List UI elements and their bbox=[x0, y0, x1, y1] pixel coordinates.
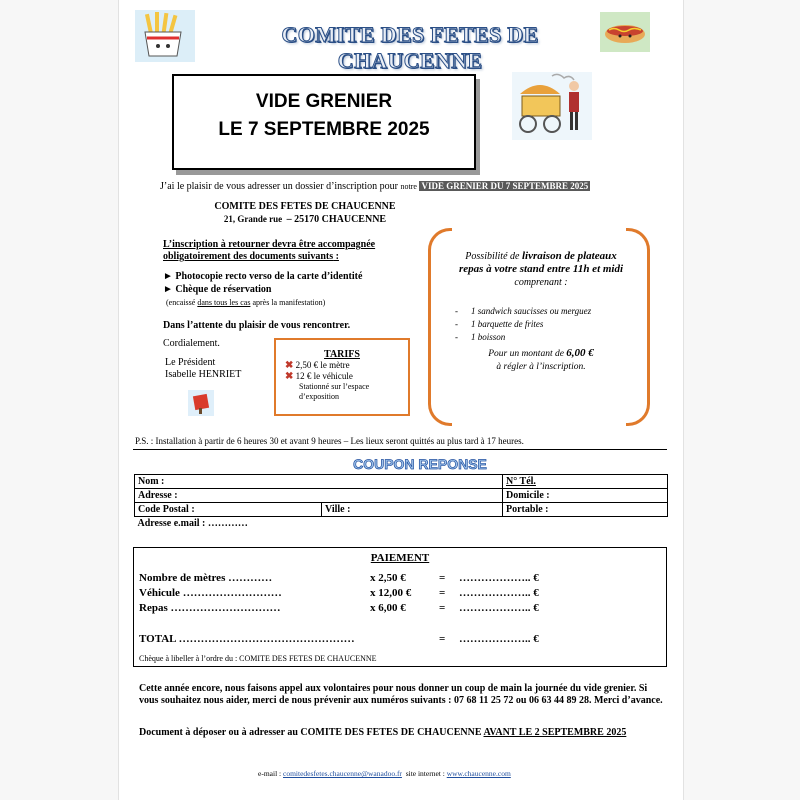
event-title-line1: VIDE GRENIER bbox=[255, 91, 393, 112]
row-vehicule-label: Véhicule ……………………… bbox=[139, 587, 282, 599]
inscription-heading: L’inscription à retourner devra être accompagnée obligatoirement des documents suivants : bbox=[163, 239, 376, 262]
coupon-table bbox=[134, 474, 668, 530]
row-total-label: TOTAL ………………………………………… bbox=[139, 633, 355, 645]
intro-text: J’ai le plaisir de vous adresser un dossier d’inscription pour notre VIDE GRENIER DU 7 SEPTEMBRE 2025 bbox=[160, 181, 589, 192]
amount-metres[interactable]: ……………….. € bbox=[459, 572, 539, 584]
event-title-line2: LE 7 SEPTEMBRE 2025 bbox=[218, 119, 430, 140]
repas-montant: Pour un montant de 6,00 € à régler à l’inscription. bbox=[488, 347, 594, 372]
cheque-note: (encaissé dans tous les cas après la manifestation) bbox=[166, 298, 326, 307]
hotdog-clipart bbox=[600, 12, 650, 52]
ps-note: P.S. : Installation à partir de 6 heures 30 et avant 9 heures – Les lieux seront quittés au plus tard à 17 heures. bbox=[135, 436, 524, 446]
intro-highlight: VIDE GRENIER DU 7 SEPTEMBRE 2025 bbox=[421, 181, 589, 191]
paiement-title: PAIEMENT bbox=[370, 552, 430, 564]
paiement-box: PAIEMENT Nombre de mètres ………… x 2,50 € = ……………….. € Véhicule ……………………… x 12,00 € = ……………….. € Repas ………………………… x 6,00 € = ……………….. € TOTAL ………………………………………… = ……………….. € Chèque à libeller à l’ordre du : COMITE DES FETES DE CHAUCENNE bbox=[133, 547, 667, 667]
list-item: - 1 sandwich saucisses ou merguez bbox=[455, 306, 592, 316]
bullet-cheque: ► Chèque de réservation bbox=[163, 284, 272, 295]
livraison-offer: Possibilité de livraison de plateaux repas à votre stand entre 11h et midi comprenant : bbox=[458, 250, 624, 288]
address-street: 21, Grande rue – 25170 CHAUCENNE bbox=[223, 214, 387, 225]
divider bbox=[133, 449, 667, 450]
field-tel[interactable]: N° Tél. bbox=[503, 475, 668, 489]
row-metres-label: Nombre de mètres ………… bbox=[139, 572, 273, 584]
amount-repas[interactable]: ……………….. € bbox=[459, 602, 539, 614]
fries-clipart bbox=[135, 10, 195, 62]
sign-clipart bbox=[188, 390, 214, 416]
food-cart-clipart bbox=[512, 72, 592, 140]
tarif-metre: ✖ 2,50 € le mètre bbox=[285, 360, 350, 371]
amount-vehicule[interactable]: ……………….. € bbox=[459, 587, 539, 599]
cross-icon: ✖ bbox=[285, 371, 294, 382]
list-item: - 1 boisson bbox=[455, 332, 506, 342]
cheque-order: Chèque à libeller à l’ordre du : COMITE DES FETES DE CHAUCENNE bbox=[139, 654, 377, 663]
field-nom[interactable]: Nom : bbox=[135, 475, 503, 489]
coupon-title: COUPON REPONSE bbox=[353, 456, 487, 472]
header-title: COMITE DES FETES DE CHAUCENNE bbox=[281, 22, 539, 73]
signature: Le Président Isabelle HENRIET bbox=[165, 357, 242, 380]
closing-line: Dans l’attente du plaisir de vous rencontrer. bbox=[163, 320, 351, 331]
deposit-instructions: Document à déposer ou à adresser au COMITE DES FETES DE CHAUCENNE AVANT LE 2 SEPTEMBRE 2025 bbox=[139, 727, 627, 738]
cordialement: Cordialement. bbox=[163, 338, 220, 349]
bullet-id-card: ► Photocopie recto verso de la carte d’identité bbox=[163, 271, 363, 282]
volunteers-call: Cette année encore, nous faisons appel aux volontaires pour nous donner un coup de main la journée du vide grenier. Si vous souhaitez nous aider, merci de nous prévenir aux numéros suivants : 07 68 11 25 72 ou 06 63 44 89 28. Merci d’avance. bbox=[139, 683, 663, 706]
field-adresse[interactable]: Adresse : bbox=[135, 489, 503, 503]
cross-icon: ✖ bbox=[285, 360, 294, 371]
tarifs-title: TARIFS bbox=[324, 349, 360, 360]
menu-list bbox=[455, 305, 591, 344]
address-name: COMITE DES FETES DE CHAUCENNE bbox=[214, 201, 396, 212]
amount-total[interactable]: ……………….. € bbox=[459, 633, 539, 645]
field-code-postal[interactable]: Code Postal : bbox=[135, 503, 322, 517]
row-repas-label: Repas ………………………… bbox=[139, 602, 281, 614]
site-link[interactable]: www.chaucenne.com bbox=[446, 769, 511, 778]
field-portable[interactable]: Portable : bbox=[503, 503, 668, 517]
email-link[interactable]: comitedesfetes.chaucenne@wanadoo.fr bbox=[283, 769, 402, 778]
footer-contacts: e-mail : comitedesfetes.chaucenne@wanadoo.fr site internet : www.chaucenne.com bbox=[258, 769, 511, 778]
field-ville[interactable]: Ville : bbox=[322, 503, 503, 517]
list-item: - 1 barquette de frites bbox=[455, 319, 544, 329]
field-email[interactable]: Adresse e.mail : ………… bbox=[137, 518, 248, 529]
field-domicile[interactable]: Domicile : bbox=[503, 489, 668, 503]
event-title-box bbox=[172, 74, 476, 170]
tarifs-box: TARIFS ✖ 2,50 € le mètre ✖ 12 € le véhicule Stationné sur l’espace d’exposition bbox=[274, 338, 410, 416]
tarif-vehicule: ✖ 12 € le véhicule bbox=[285, 371, 353, 382]
